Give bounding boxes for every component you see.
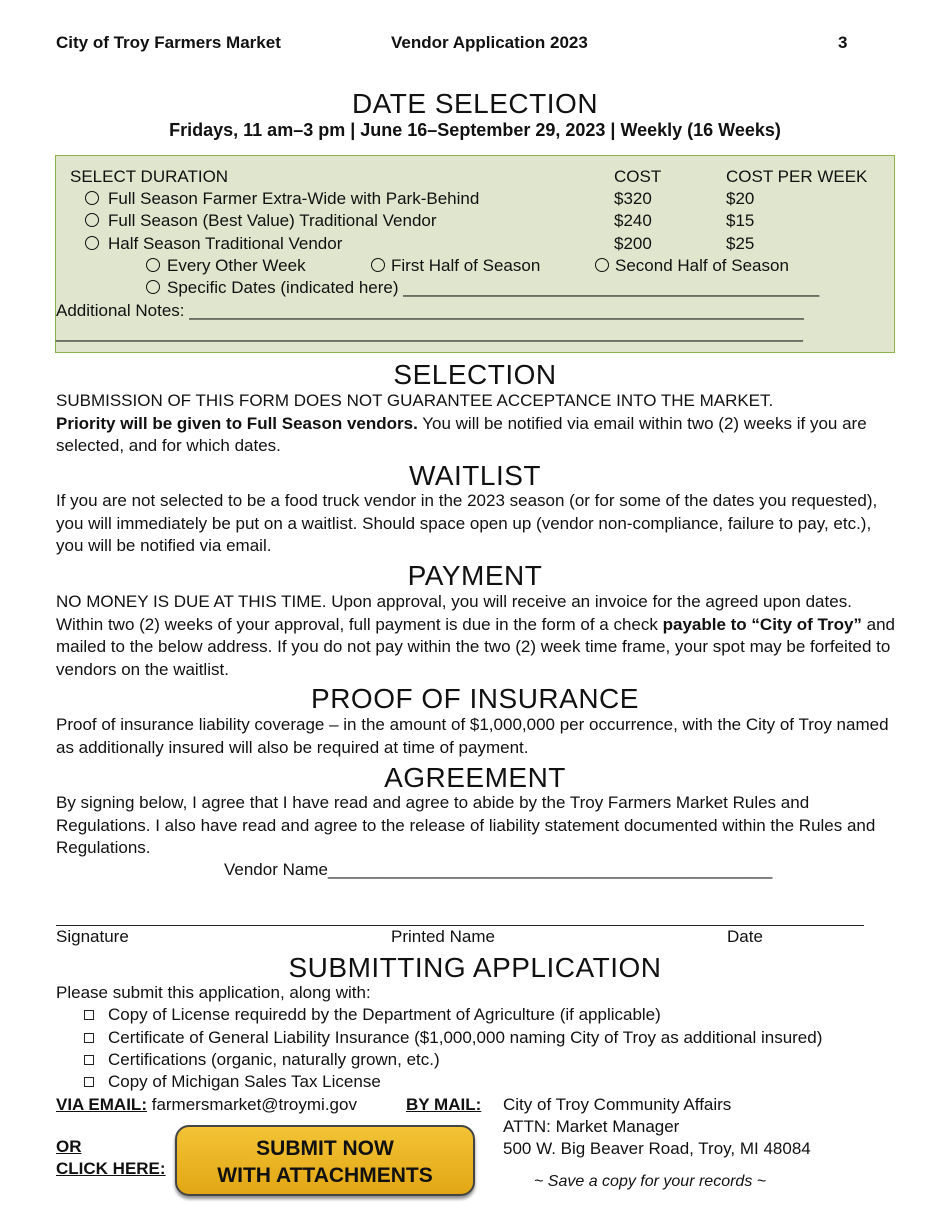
submitting-title: SUBMITTING APPLICATION xyxy=(288,952,662,983)
click-here-label-text: CLICK HERE: xyxy=(56,1159,166,1178)
col-cost: COST xyxy=(614,167,662,186)
radio-button[interactable] xyxy=(595,258,609,272)
attachment-item xyxy=(84,1049,440,1072)
col-cost-per-week: COST PER WEEK xyxy=(726,167,868,186)
date-label: Date xyxy=(727,927,763,946)
payment-intro: NO MONEY IS DUE AT THIS TIME. Upon approval, you will receive an invoice for the agreed upon dates. Within two (2) weeks of your approval, full payment is due in the form of a check xyxy=(56,592,852,634)
option-cost: $200 xyxy=(614,234,652,253)
payment-deadline: and mailed to the below address. If you do not pay within the two (2) week time frame, your spot may be forfeited to vendors on the waitlist. xyxy=(56,614,896,679)
attachment-label: Certificate of General Liability Insurance ($1,000,000 naming City of Troy as additional insured) xyxy=(108,1028,823,1047)
header-document-title: Vendor Application 2023 xyxy=(391,33,588,52)
vendor-name-field[interactable]: Vendor Name_______________________________________________ xyxy=(224,860,773,879)
via-email-label: VIA EMAIL: xyxy=(56,1095,147,1114)
radio-button[interactable] xyxy=(371,258,385,272)
checkbox-icon xyxy=(84,1010,94,1020)
header-market-name: City of Troy Farmers Market xyxy=(56,33,281,52)
option-label: Half Season Traditional Vendor xyxy=(108,234,343,253)
additional-notes-line[interactable]: _______________________________________________________________________________ xyxy=(56,323,803,342)
checkbox-icon xyxy=(84,1055,94,1065)
col-select-duration: SELECT DURATION xyxy=(70,167,229,186)
waitlist-title: WAITLIST xyxy=(408,460,542,491)
option-label: Every Other Week xyxy=(167,256,306,275)
payment-title: PAYMENT xyxy=(407,560,543,591)
payment-text xyxy=(56,591,896,681)
option-per-week: $15 xyxy=(726,211,755,230)
radio-button[interactable] xyxy=(85,236,99,250)
radio-button[interactable] xyxy=(146,258,160,272)
submit-button-line1: SUBMIT NOW xyxy=(256,1137,394,1160)
option-label: Second Half of Season xyxy=(615,256,789,275)
attachment-item xyxy=(84,1004,661,1027)
selection-disclaimer: SUBMISSION OF THIS FORM DOES NOT GUARANTEE ACCEPTANCE INTO THE MARKET. xyxy=(56,391,774,410)
submit-now-button[interactable] xyxy=(175,1125,475,1196)
or-label-text: OR xyxy=(56,1137,82,1156)
attachment-item xyxy=(84,1071,381,1094)
insurance-text: Proof of insurance liability coverage – in the amount of $1,000,000 per occurrence, with the City of Troy named as additionally insured will also be required at time of payment. xyxy=(56,715,889,757)
by-mail-label-text: BY MAIL: xyxy=(406,1095,482,1114)
option-label: Full Season Farmer Extra-Wide with Park-Behind xyxy=(108,189,480,208)
payment-payable-to: payable to “City of Troy” xyxy=(662,614,862,634)
option-label: First Half of Season xyxy=(391,256,541,275)
checkbox-icon xyxy=(84,1077,94,1087)
mail-address-line: City of Troy Community Affairs xyxy=(503,1095,732,1114)
attachment-label: Certifications (organic, naturally grown, etc.) xyxy=(108,1050,440,1069)
insurance-title: PROOF OF INSURANCE xyxy=(311,683,639,714)
option-specific-dates[interactable] xyxy=(146,277,819,300)
or-label xyxy=(56,1136,82,1159)
submitting-intro: Please submit this application, along with: xyxy=(56,983,371,1002)
signature-label: Signature xyxy=(56,927,129,946)
option-full-season-extra-wide[interactable] xyxy=(85,188,479,211)
email-link[interactable]: farmersmarket@troymi.gov xyxy=(151,1095,357,1114)
radio-button[interactable] xyxy=(85,191,99,205)
selection-text xyxy=(56,390,896,458)
attachment-label: Copy of Michigan Sales Tax License xyxy=(108,1072,381,1091)
option-cost: $320 xyxy=(614,189,652,208)
option-full-season-traditional[interactable] xyxy=(85,210,437,233)
option-every-other-week[interactable] xyxy=(146,255,306,278)
attachment-label: Copy of License requiredd by the Department of Agriculture (if applicable) xyxy=(108,1005,661,1024)
option-half-season[interactable] xyxy=(85,233,342,256)
submit-button-line2: WITH ATTACHMENTS xyxy=(217,1164,433,1187)
radio-button[interactable] xyxy=(146,280,160,294)
attachment-item xyxy=(84,1027,822,1050)
option-second-half[interactable] xyxy=(595,255,789,278)
page-number: 3 xyxy=(838,33,848,52)
selection-title: SELECTION xyxy=(393,359,557,390)
agreement-text: By signing below, I agree that I have read and agree to abide by the Troy Farmers Market Rules and Regulations. I also have read and agree to the release of liability statement documented within the Rules and Regulations. xyxy=(56,793,876,857)
radio-button[interactable] xyxy=(85,213,99,227)
checkbox-icon xyxy=(84,1033,94,1043)
click-here-label xyxy=(56,1158,166,1181)
mail-address-line: 500 W. Big Beaver Road, Troy, MI 48084 xyxy=(503,1139,811,1158)
agreement-title: AGREEMENT xyxy=(384,762,566,793)
additional-notes-field[interactable]: Additional Notes: _________________________________________________________________ xyxy=(56,301,804,320)
option-label: Specific Dates (indicated here) ____________________________________________ xyxy=(167,278,820,297)
option-per-week: $20 xyxy=(726,189,755,208)
option-label: Full Season (Best Value) Traditional Vendor xyxy=(108,211,437,230)
option-first-half[interactable] xyxy=(371,255,540,278)
by-mail-label xyxy=(406,1094,481,1117)
date-selection-subtitle: Fridays, 11 am–3 pm | June 16–September 29, 2023 | Weekly (16 Weeks) xyxy=(169,120,781,140)
mail-address-line: ATTN: Market Manager xyxy=(503,1117,680,1136)
selection-priority: Priority will be given to Full Season vendors. xyxy=(56,413,418,433)
save-copy-note: ~ Save a copy for your records ~ xyxy=(534,1173,767,1190)
selection-notify: You will be notified via email within two (2) weeks if you are selected, and for which dates. xyxy=(56,413,867,455)
option-per-week: $25 xyxy=(726,234,755,253)
printed-name-label: Printed Name xyxy=(391,927,495,946)
date-selection-title: DATE SELECTION xyxy=(351,88,599,119)
option-cost: $240 xyxy=(614,211,652,230)
waitlist-text: If you are not selected to be a food truck vendor in the 2023 season (or for some of the dates you requested), you will immediately be put on a waitlist. Should space open up (vendor non-compliance, failure to pay, etc.), you will be notified via email. xyxy=(56,491,878,555)
via-email xyxy=(56,1094,357,1117)
